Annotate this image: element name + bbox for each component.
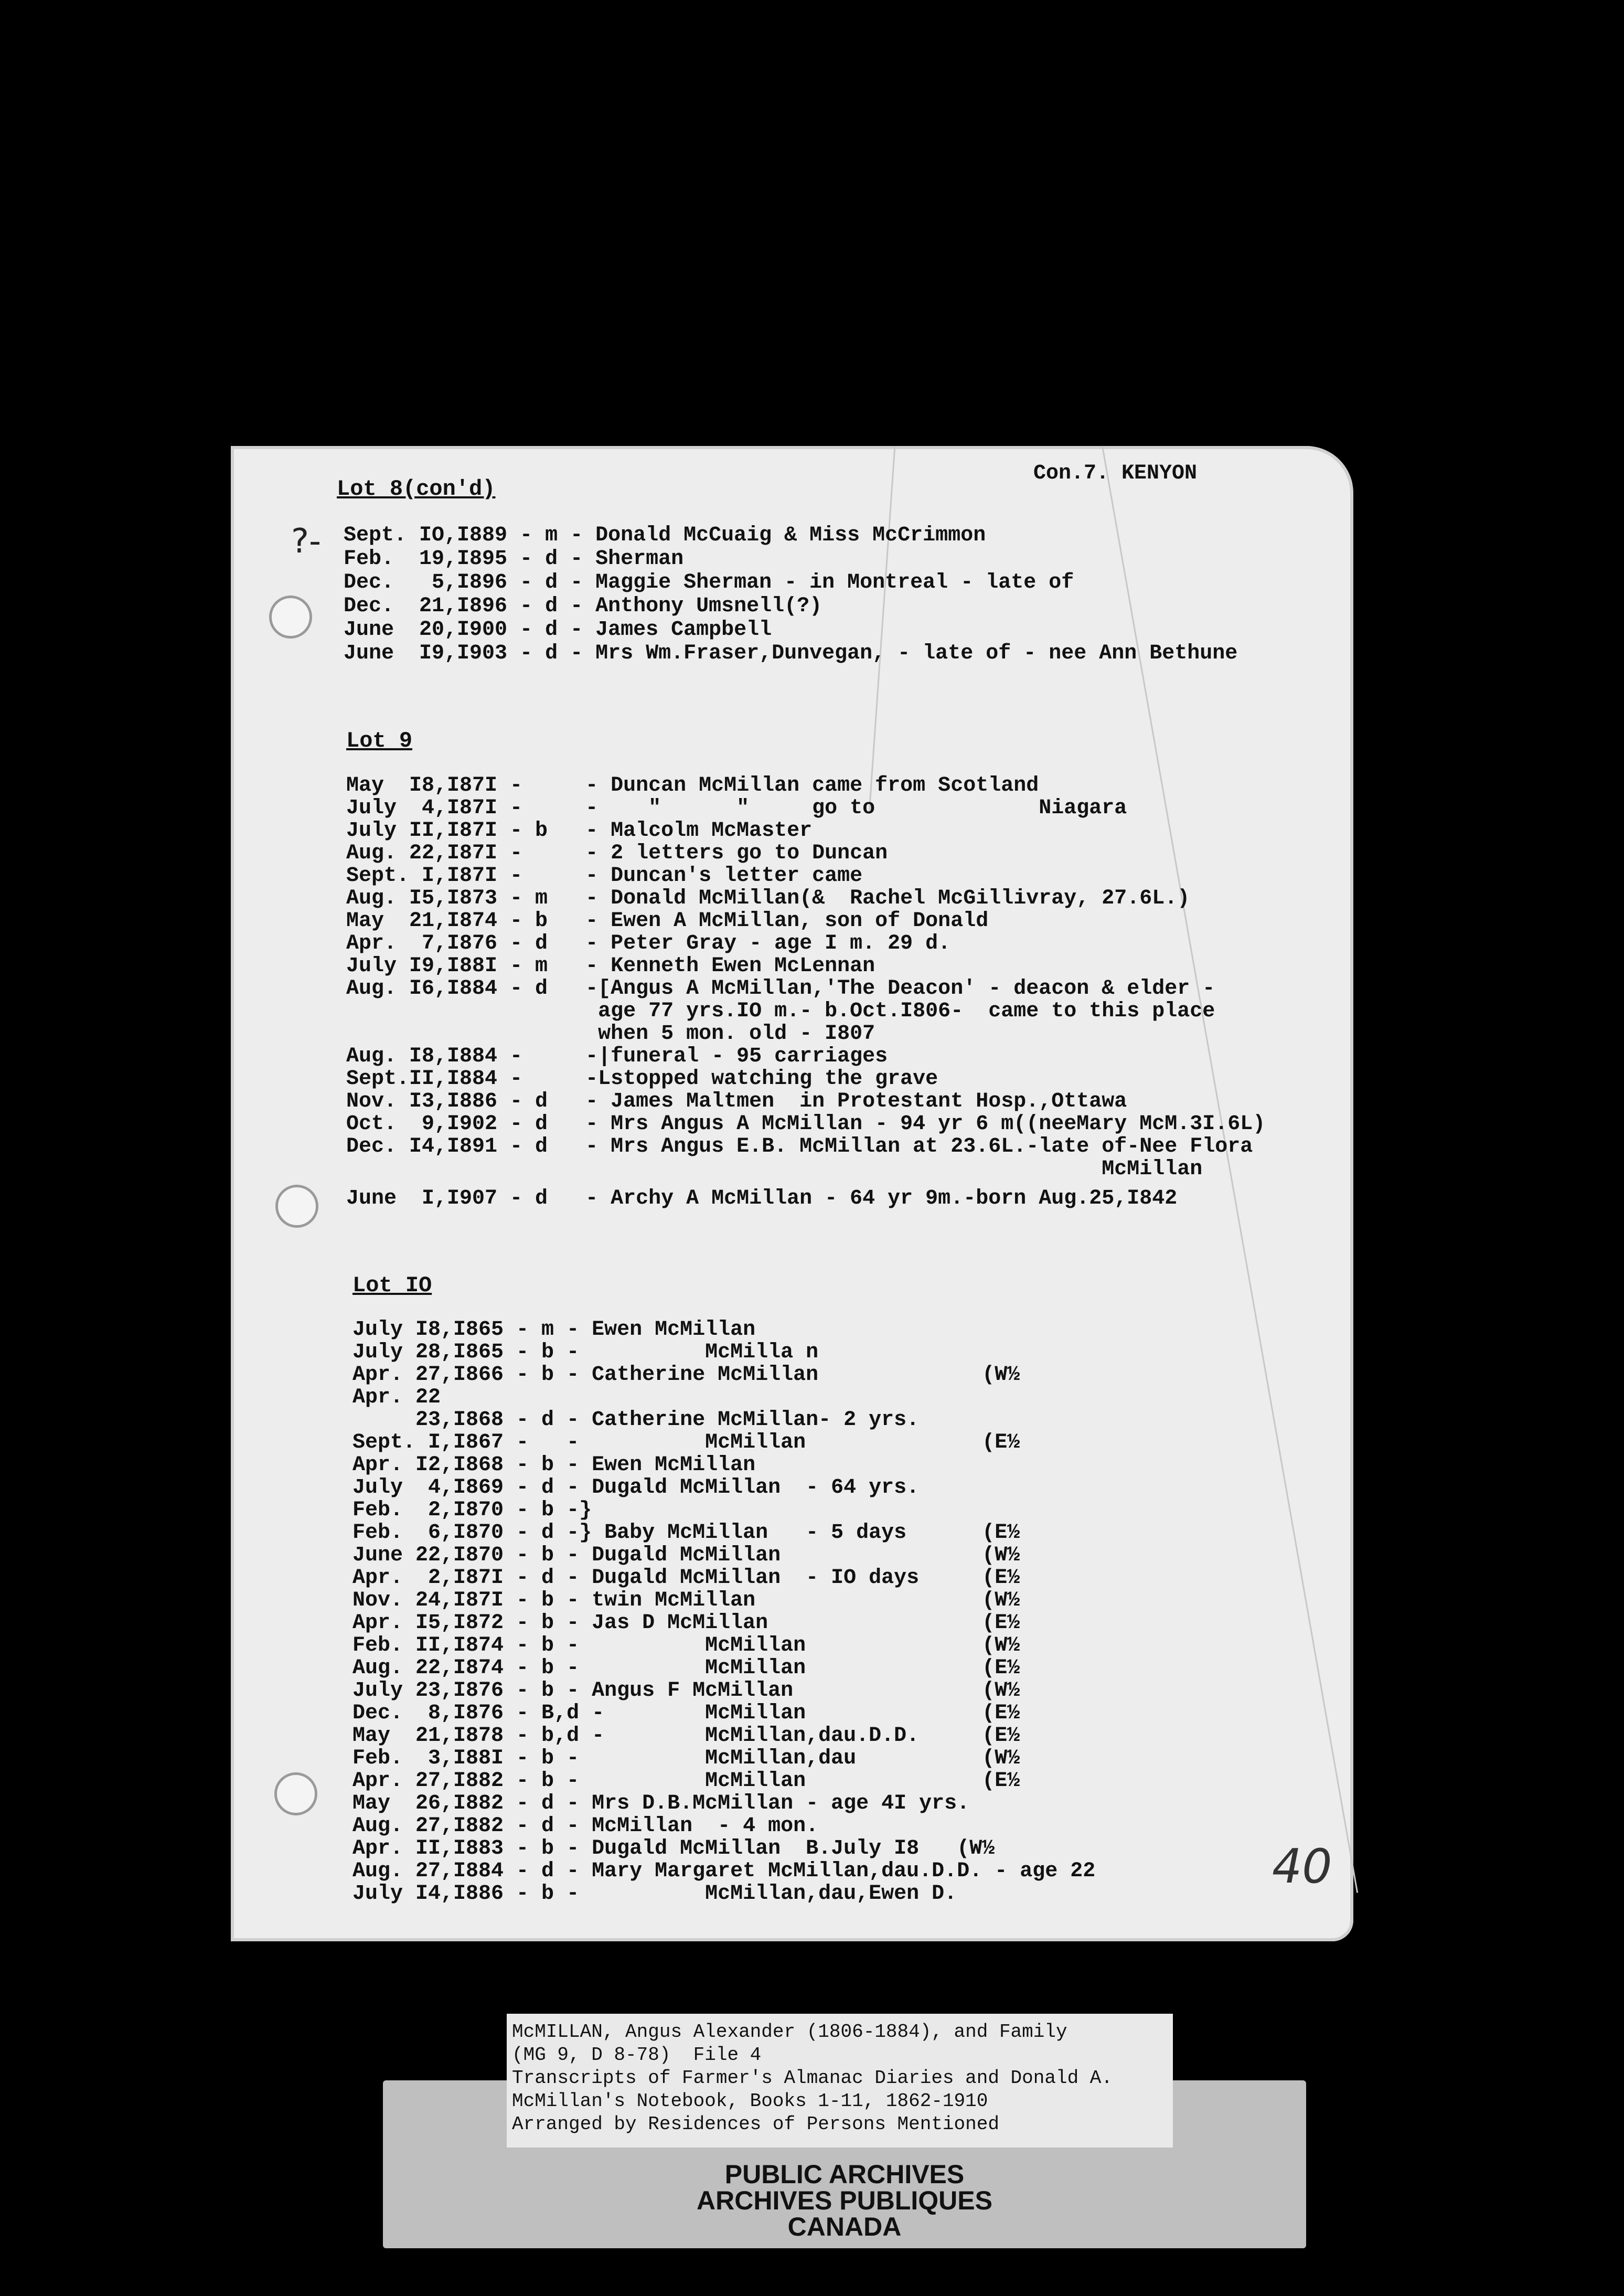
entry-line: Feb. 19,I895 - d - Sherman bbox=[344, 547, 684, 571]
entry-line: July 4,I869 - d - Dugald McMillan - 64 yrs. bbox=[352, 1476, 920, 1500]
entry-line: July 4,I87I - - " " go to Niagara bbox=[346, 796, 1127, 820]
label-line: Arranged by Residences of Persons Mentioned bbox=[512, 2113, 999, 2135]
entry-line: Aug. I5,I873 - m - Donald McMillan(& Rachel McGillivray, 27.6L.) bbox=[346, 887, 1190, 910]
entry-line: 23,I868 - d - Catherine McMillan- 2 yrs. bbox=[352, 1408, 920, 1432]
entry-line: Apr. I5,I872 - b - Jas D McMillan (E½ bbox=[352, 1611, 1020, 1635]
entry-line: May 21,I874 - b - Ewen A McMillan, son of Donald bbox=[346, 909, 989, 933]
fold-crease bbox=[869, 447, 896, 813]
entry-line: McMillan bbox=[346, 1157, 1203, 1181]
entry-line: June 20,I900 - d - James Campbell bbox=[344, 618, 772, 642]
entry-line: July II,I87I - b - Malcolm McMaster bbox=[346, 819, 813, 843]
entry-line: June 22,I870 - b - Dugald McMillan (W½ bbox=[352, 1544, 1020, 1567]
entry-line: Dec. 8,I876 - B,d - McMillan (E½ bbox=[352, 1702, 1020, 1725]
entry-line: Aug. I6,I884 - d -[Angus A McMillan,'The Deacon' - deacon & elder - bbox=[346, 977, 1215, 1001]
entry-line: May 21,I878 - b,d - McMillan,dau.D.D. (E½ bbox=[352, 1724, 1020, 1748]
entry-line: Aug. 22,I87I - - 2 letters go to Duncan bbox=[346, 842, 888, 865]
entry-line: Apr. 22 bbox=[352, 1386, 441, 1409]
lot-8-heading: Lot 8(con'd) bbox=[337, 476, 496, 502]
entry-line: Sept. I,I87I - - Duncan's letter came bbox=[346, 864, 863, 888]
entry-line: Dec. 5,I896 - d - Maggie Sherman - in Montreal - late of bbox=[344, 571, 1074, 594]
entry-line: Sept. IO,I889 - m - Donald McCuaig & Miss McCrimmon bbox=[344, 524, 986, 547]
entry-line: Apr. 7,I876 - d - Peter Gray - age I m. 29 d. bbox=[346, 932, 951, 955]
stamp-line: PUBLIC ARCHIVES bbox=[724, 2160, 965, 2189]
entry-line: Feb. 2,I870 - b -} bbox=[352, 1498, 592, 1522]
binder-hole bbox=[274, 1772, 317, 1815]
entry-line: Dec. I4,I891 - d - Mrs Angus E.B. McMillan at 23.6L.-late of-Nee Flora bbox=[346, 1135, 1253, 1158]
entry-line: Nov. I3,I886 - d - James Maltmen in Protestant Hosp.,Ottawa bbox=[346, 1090, 1127, 1113]
entry-line: May 26,I882 - d - Mrs D.B.McMillan - age 4I yrs. bbox=[352, 1792, 970, 1815]
entry-line: Aug. 22,I874 - b - McMillan (E½ bbox=[352, 1656, 1020, 1680]
entry-line: Dec. 21,I896 - d - Anthony Umsnell(?) bbox=[344, 594, 822, 618]
entry-line: July 23,I876 - b - Angus F McMillan (W½ bbox=[352, 1679, 1020, 1703]
entry-line: July I8,I865 - m - Ewen McMillan bbox=[352, 1318, 756, 1342]
entry-line: age 77 yrs.IO m.- b.Oct.I806- came to this place bbox=[346, 1000, 1215, 1023]
entry-line: May I8,I87I - - Duncan McMillan came from Scotland bbox=[346, 774, 1039, 798]
entry-line: Sept. I,I867 - - McMillan (E½ bbox=[352, 1431, 1020, 1454]
lot-10-heading: Lot IO bbox=[352, 1273, 432, 1298]
label-line: Transcripts of Farmer's Almanac Diaries and Donald A. bbox=[512, 2067, 1113, 2089]
entry-line: July 28,I865 - b - McMilla n bbox=[352, 1341, 819, 1364]
archive-label bbox=[507, 2014, 1173, 2148]
label-line: McMILLAN, Angus Alexander (1806-1884), and Family bbox=[512, 2021, 1067, 2043]
entry-line: Apr. 27,I882 - b - McMillan (E½ bbox=[352, 1769, 1020, 1793]
entry-line: June I,I907 - d - Archy A McMillan - 64 yr 9m.-born Aug.25,I842 bbox=[346, 1187, 1178, 1210]
label-line: (MG 9, D 8-78) File 4 bbox=[512, 2044, 762, 2066]
question-mark: ?- bbox=[291, 522, 322, 561]
entry-line: June I9,I903 - d - Mrs Wm.Fraser,Dunvegan, - late of - nee Ann Bethune bbox=[344, 642, 1238, 665]
entry-line: Apr. 2,I87I - d - Dugald McMillan - IO days (E½ bbox=[352, 1566, 1020, 1590]
entry-line: Apr. 27,I866 - b - Catherine McMillan (W½ bbox=[352, 1363, 1020, 1387]
binder-hole bbox=[269, 596, 312, 639]
lot-9-heading: Lot 9 bbox=[346, 728, 413, 753]
entry-line: Feb. 6,I870 - d -} Baby McMillan - 5 days (E½ bbox=[352, 1521, 1020, 1545]
entry-line: Aug. 27,I882 - d - McMillan - 4 mon. bbox=[352, 1814, 819, 1838]
entry-line: July I4,I886 - b - McMillan,dau,Ewen D. bbox=[352, 1882, 957, 1906]
entry-line: Feb. II,I874 - b - McMillan (W½ bbox=[352, 1634, 1020, 1657]
entry-line: Aug. I8,I884 - -|funeral - 95 carriages bbox=[346, 1045, 888, 1068]
entry-line: Apr. II,I883 - b - Dugald McMillan B.July I8 (W½ bbox=[352, 1837, 995, 1861]
entry-line: Aug. 27,I884 - d - Mary Margaret McMillan,dau.D.D. - age 22 bbox=[352, 1859, 1096, 1883]
document-page bbox=[231, 446, 1353, 1941]
page-number: 40 bbox=[1272, 1839, 1332, 1894]
concession-label: Con.7. KENYON bbox=[1033, 462, 1198, 485]
entry-line: Apr. I2,I868 - b - Ewen McMillan bbox=[352, 1453, 756, 1477]
entry-line: when 5 mon. old - I807 bbox=[346, 1022, 875, 1046]
label-line: McMillan's Notebook, Books 1-11, 1862-1910 bbox=[512, 2090, 988, 2112]
entry-line: Nov. 24,I87I - b - twin McMillan (W½ bbox=[352, 1589, 1020, 1612]
stamp-line: CANADA bbox=[787, 2212, 902, 2241]
entry-line: Sept.II,I884 - -Lstopped watching the grave bbox=[346, 1067, 938, 1091]
entry-line: Feb. 3,I88I - b - McMillan,dau (W½ bbox=[352, 1747, 1020, 1770]
binder-hole bbox=[275, 1185, 318, 1228]
entry-line: Oct. 9,I902 - d - Mrs Angus A McMillan - 94 yr 6 m((neeMary McM.3I.6L) bbox=[346, 1112, 1266, 1136]
stamp-line: ARCHIVES PUBLIQUES bbox=[697, 2186, 992, 2215]
entry-line: July I9,I88I - m - Kenneth Ewen McLennan bbox=[346, 954, 875, 978]
